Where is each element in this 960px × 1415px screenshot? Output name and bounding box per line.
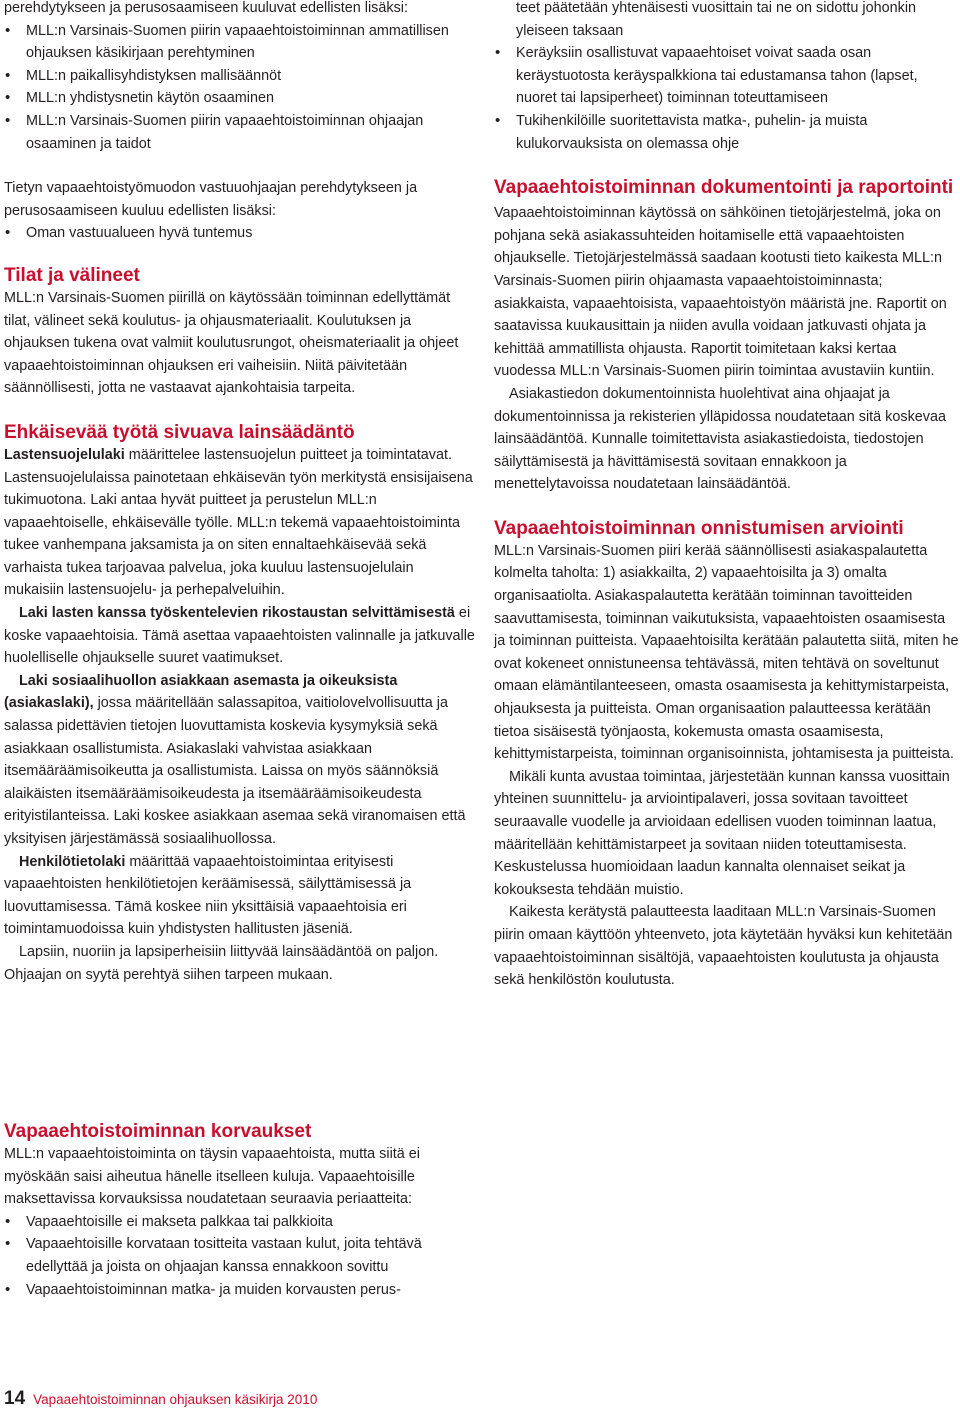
- list-item: • MLL:n paikallisyhdistyksen mallisäännöt: [4, 65, 476, 88]
- legislation-paragraph-5: Lapsiin, nuoriin ja lapsiperheisiin liittyvää lainsäädäntöä on paljon. Ohjaajan on syytä perehtyä siihen tarpeen mukaan.: [4, 943, 439, 983]
- documentation-paragraph-1: Vapaaehtoistoiminnan käytössä on sähköinen tietojärjestelmä, joka on pohjana sekä asiakassuhteiden hoitamiselle että vapaaehtoisten ohjaukselle. Tietojärjestelmässä saadaan kootusti tieto kaikesta MLL:n Varsinais-Suomen piirin ohjaamasta vapaaehtoistoiminnasta; asiakkaista, vapaaehtoisista, vapaaehtoistyön määristä jne. Raportit on saatavissa kuukausittain ja niiden avulla voidaan jatkuvasti ohjata ja kehittää ammatillista ohjausta. Raportit toimitetaan kaksi kertaa vuodessa MLL:n Varsinais-Suomen piirin toimintaa avustaviin kuntiin.: [494, 205, 947, 380]
- list-item: • Oman vastuualueen hyvä tuntemus: [4, 222, 476, 245]
- compensation-continued-list: [494, 0, 960, 155]
- legislation-paragraph-3: Laki sosiaalihuollon asiakkaan asemasta ja oikeuksista (asiakaslaki), jossa määritellään salassapitoa, vaitiolovelvollisuutta ja salassa pidettävien tietojen luovuttamista koskevia kysymyksiä sekä asiakkaan osallistumista. Asiakaslaki vahvistaa asiakkaan itsemääräämisoikeutta ja osallistumista. Laissa on myös säännöksiä alaikäisten itsemääräämisoikeudesta ja itsemääräämisoikeudesta erityistilanteissa. Laki koskee asiakkaan asemaa sekä viranomaisen että yksityisen järjestämässä sosiaalihuollossa.: [4, 672, 466, 847]
- list-item: • MLL:n yhdistysnetin käytön osaaminen: [4, 87, 476, 110]
- law-name: Laki lasten kanssa työskentelevien rikostaustan selvittämisestä: [19, 605, 455, 622]
- law-name: Lastensuojelulaki: [4, 446, 125, 463]
- responsible-bullet-list: [4, 222, 476, 245]
- right-column: [494, 0, 960, 992]
- intro-fragment: perehdytykseen ja perusosaamiseen kuuluvat edellisten lisäksi:: [4, 0, 408, 16]
- documentation-paragraph-2: Asiakastiedon dokumentoinnista huolehtivat aina ohjaajat ja dokumentoinnissa ja rekisterien ylläpidossa noudatetaan sitä koskevaa lainsäädäntöä. Kunnalle toimitettavista asiakastiedoista, tiedostojen säilyttämisestä ja hävittämisestä sovitaan ennakkoon ja menettelytavoissa noudatetaan lainsäädäntöä.: [494, 385, 946, 493]
- list-item: • Tukihenkilöille suoritettavista matka-, puhelin- ja muista kulukorvauksista on olemassa ohje: [494, 110, 960, 155]
- evaluation-paragraph-3: Kaikesta kerätystä palautteesta laaditaan MLL:n Varsinais-Suomen piirin omaan käyttöön yhteenveto, jota käytetään hyväksi kun kehitetään vapaaehtoistoiminnan sisältöjä, vapaaehtoisten koulutusta ja ohjausta sekä henkilöstön koulutusta.: [494, 904, 953, 989]
- intro-bullet-list: [4, 20, 476, 156]
- legislation-paragraph-2: Laki lasten kanssa työskentelevien rikostaustan selvittämisestä ei koske vapaaehtoisia. Tämä asettaa vapaaehtoisten valinnalle ja jatkuvalle huolelliselle ohjaukselle suuret vaatimukset.: [4, 605, 475, 667]
- compensation-heading: Vapaaehtoistoiminnan korvaukset: [4, 1121, 312, 1142]
- list-item: • Keräyksiin osallistuvat vapaaehtoiset voivat saada osan keräystuotosta keräyspalkkiona tai edustamansa tahon (lapset, nuoret tai lapsiperheet) toiminnan toteuttamiseen: [494, 42, 960, 110]
- legislation-paragraph-1: Lastensuojelulaki määrittelee lastensuojelun puitteet ja toimintatavat. Lastensuojelulaissa painotetaan ehkäisevän työn merkitystä ensisijaisena tukimuotona. Laki antaa hyvät puitteet ja perustelun MLL:n vapaaehtoiselle, ehkäisevälle työlle. MLL:n tekemä vapaaehtoistoiminta tukee vanhempana jaksamista ja on siten ennaltaehkäisevää sekä varhaista tukea tarjoavaa palvelua, joka kuuluu lastensuojelulain mukaisiin lastensuojelu- ja perhepalveluihin.: [4, 446, 473, 599]
- list-item: • Vapaaehtoisille korvataan tositteita vastaan kulut, joita tehtävä edellyttää ja joista on ohjaajan kanssa ennakkoon sovittu: [4, 1233, 476, 1278]
- law-name: Henkilötietolaki: [19, 853, 126, 870]
- evaluation-paragraph-1: MLL:n Varsinais-Suomen piiri kerää säännöllisesti asiakaspalautetta kolmelta taholta: 1) asiakkailta, 2) vapaaehtoisilta ja 3) omalta organisaatiolta. Asiakaspalautetta kerätään toiminnan tavoitteiden saavuttamisesta, toiminnan vaikutuksista, vapaaehtoisten osaamisesta ja toiminnan puitteista. Vapaaehtoisilta kerätään palautetta siitä, miten he ovat kokeneet onnistuneensa tehtävässä, miten tehtävä on soveltunut omaan elämäntilanteeseen, omasta osaamisesta ja kehittymistarpeista, ohjauksesta ja puitteista. Oman organisaation palautteessa kerätään tietoa sisäisestä työnjaosta, kokemusta omasta osaamisesta, kehittymistarpeista, toiminnan organisoinnista, johtamisesta ja puitteista.: [494, 542, 959, 763]
- list-item: • MLL:n Varsinais-Suomen piirin vapaaehtoistoiminnan ammatillisen ohjauksen käsikirjaan perehtyminen: [4, 20, 476, 65]
- facilities-heading: Tilat ja välineet: [4, 264, 140, 286]
- compensation-bullet-list: [4, 1211, 476, 1301]
- left-column: [4, 0, 476, 986]
- compensation-section: [4, 1121, 476, 1301]
- list-item-continued: teet päätetään yhtenäisesti vuosittain tai ne on sidottu johonkin yleiseen taksaan: [516, 0, 917, 39]
- documentation-heading: Vapaaehtoistoiminnan dokumentointi ja raportointi: [494, 177, 954, 199]
- law-name: Laki sosiaalihuollon asiakkaan asemasta ja oikeuksista (asiakaslaki),: [4, 672, 398, 712]
- compensation-paragraph: MLL:n vapaaehtoistoiminta on täysin vapaaehtoista, mutta siitä ei myöskään saisi aiheutua hänelle itselleen kuluja. Vapaaehtoisille maksettavissa korvauksissa noudatetaan seuraavia periaatteita:: [4, 1146, 420, 1208]
- legislation-heading: Ehkäisevää työtä sivuava lainsäädäntö: [4, 421, 355, 443]
- page-number: 14: [4, 1388, 26, 1409]
- list-item: • Vapaaehtoisille ei makseta palkkaa tai palkkioita: [4, 1211, 476, 1234]
- responsible-intro: Tietyn vapaaehtoistyömuodon vastuuohjaajan perehdytykseen ja perusosaamiseen kuuluu edellisten lisäksi:: [4, 180, 418, 219]
- publication-title: Vapaaehtoistoiminnan ohjauksen käsikirja 2010: [33, 1392, 318, 1407]
- page-footer: [4, 1386, 317, 1412]
- evaluation-paragraph-2: Mikäli kunta avustaa toimintaa, järjestetään kunnan kanssa vuosittain yhteinen suunnittelu- ja arviointipalaveri, jossa sovitaan tavoitteet seuraavalle vuodelle ja arvioidaan edellisen vuoden toiminnan laatua, määritellään kehittämistarpeet ja sovitaan niiden toteuttamisesta. Keskustelussa huomioidaan laadun kannalta olennaiset seikat ja kokouksesta tehdään muistio.: [494, 768, 950, 898]
- evaluation-heading: Vapaaehtoistoiminnan onnistumisen arviointi: [494, 517, 904, 539]
- list-item: • MLL:n Varsinais-Suomen piirin vapaaehtoistoiminnan ohjaajan osaaminen ja taidot: [4, 110, 476, 155]
- legislation-paragraph-4: Henkilötietolaki määrittää vapaaehtoistoimintaa erityisesti vapaaehtoisten henkilötietojen keräämisessä, säilyttämisessä ja luovuttamisessa. Tämä koskee niin yksittäisiä vapaaehtoisia eri toimintamuodoissa kuin yhdistysten hallitusten jäseniä.: [4, 853, 412, 938]
- facilities-text: MLL:n Varsinais-Suomen piirillä on käytössään toiminnan edellyttämät tilat, välineet sekä koulutus- ja ohjausmateriaalit. Koulutuksen ja ohjauksen tukena ovat valmiit koulutusrungot, oheismateriaalit ja ohjeet vapaaehtoistoiminnan ohjauksen eri vaiheisiin. Niitä päivitetään säännöllisesti, jotta ne vastaavat ajankohtaisia tarpeita.: [4, 289, 459, 397]
- list-item: • Vapaaehtoistoiminnan matka- ja muiden korvausten perus-: [4, 1279, 476, 1302]
